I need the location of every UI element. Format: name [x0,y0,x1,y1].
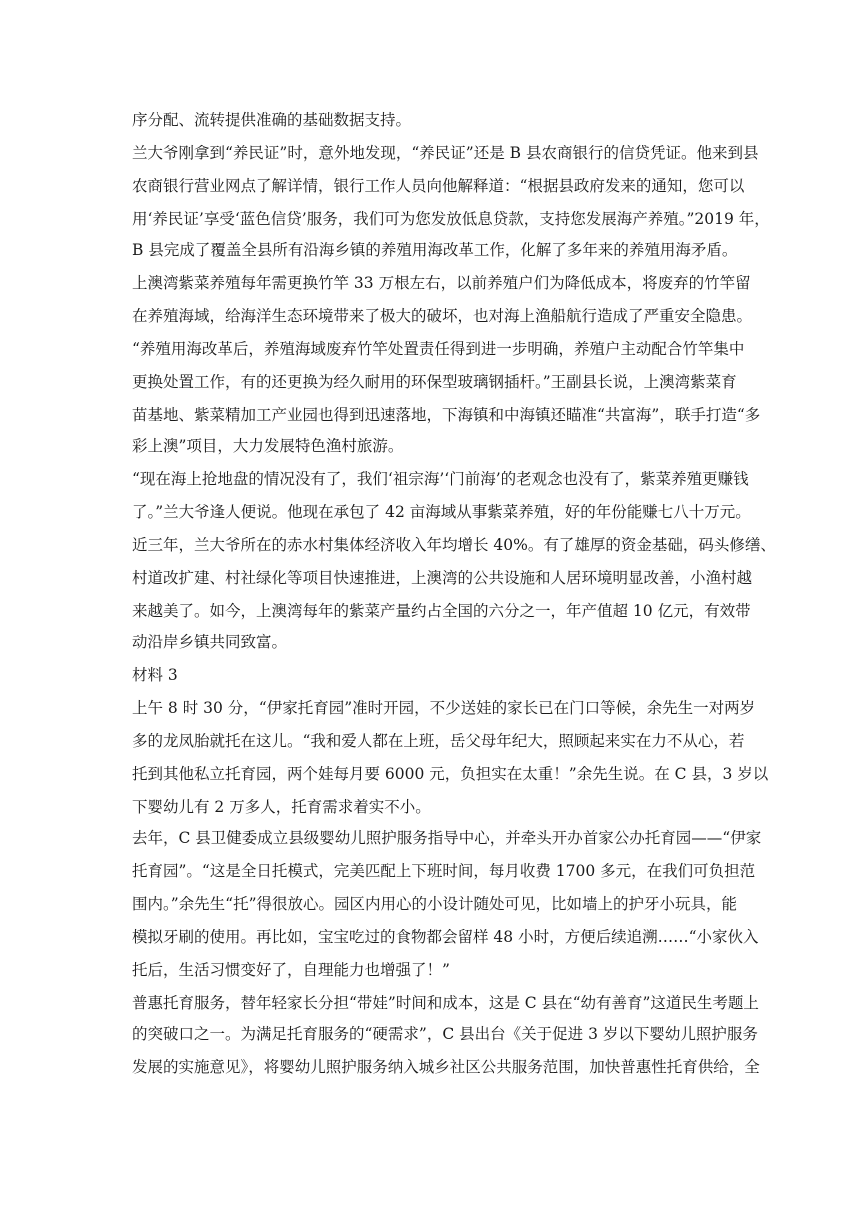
text-line: 动沿岸乡镇共同致富。 [132,633,288,651]
text-line: “养殖用海改革后，养殖海域废弃竹竿处置责任得到进一步明确，养殖户主动配合竹竿集中 [132,340,745,358]
text-line: 模拟牙刷的使用。再比如，宝宝吃过的食物都会留样 48 小时，方便后续追溯……“小家伙入 [132,928,759,946]
text-line: 普惠托育服务，替年轻家长分担“带娃”时间和成本，这是 C 县在“幼有善育”这道民生考题上 [132,994,759,1012]
text-line: 村道改扩建、村社绿化等项目快速推进，上澳湾的公共设施和人居环境明显改善，小渔村越 [132,569,753,587]
text-line: 去年，C 县卫健委成立县级婴幼儿照护服务指导中心，并牵头开办首家公办托育园——“伊家 [132,829,762,847]
text-line: 更换处置工作，有的还更换为经久耐用的环保型玻璃钢插杆。”王副县长说，上澳湾紫菜育 [132,373,737,391]
text-line: 用‘养民证’享受‘蓝色信贷’服务，我们可为您发放低息贷款，支持您发展海产养殖。”2019 年， [132,210,770,228]
text-line: 苗基地、紫菜精加工产业园也得到迅速落地，下海镇和中海镇还瞄准“共富海”，联手打造“多 [132,406,761,424]
text-line: 的突破口之一。为满足托育服务的“硬需求”，C 县出台《关于促进 3 岁以下婴幼儿照护服务 [132,1025,758,1043]
text-line: 兰大爷刚拿到“养民证”时，意外地发现，“养民证”还是 B 县农商银行的信贷凭证。他来到县 [132,144,759,162]
text-line: 上午 8 时 30 分，“伊家托育园”准时开园，不少送娃的家长已在门口等候，余先生一对两岁 [132,699,756,717]
text-line: 上澳湾紫菜养殖每年需更换竹竿 33 万根左右，以前养殖户们为降低成本，将废弃的竹竿留 [132,274,751,292]
text-line: 发展的实施意见》，将婴幼儿照护服务纳入城乡社区公共服务范围，加快普惠性托育供给，全 [132,1058,760,1076]
text-line: 托育园”。“这是全日托模式，完美匹配上下班时间，每月收费 1700 多元，在我们可负担范 [132,862,756,880]
section-heading: 材料 3 [132,666,178,684]
text-line: 托后，生活习惯变好了，自理能力也增强了！” [132,961,450,979]
text-line: 围内。”余先生“托”得很放心。园区内用心的小设计随处可见，比如墙上的护牙小玩具，能 [132,895,738,913]
text-line: 了。”兰大爷逢人便说。他现在承包了 42 亩海域从事紫菜养殖，好的年份能赚七八十万元。 [132,503,751,521]
text-line: 来越美了。如今，上澳湾每年的紫菜产量约占全国的六分之一，年产值超 10 亿元，有效带 [132,602,751,620]
text-line: 序分配、流转提供准确的基础数据支持。 [132,111,412,129]
text-line: 多的龙凤胎就托在这儿。“我和爱人都在上班，岳父母年纪大，照顾起来实在力不从心，若 [132,732,745,750]
text-line: 近三年，兰大爷所在的赤水村集体经济收入年均增长 40%。有了雄厚的资金基础，码头修缮、 [132,536,776,554]
text-line: “现在海上抢地盘的情况没有了，我们‘祖宗海’‘门前海’的老观念也没有了，紫菜养殖更赚钱 [132,470,749,488]
text-line: 下婴幼儿有 2 万多人，托育需求着实不小。 [132,798,431,816]
text-line: 彩上澳”项目，大力发展特色渔村旅游。 [132,437,404,455]
text-line: 农商银行营业网点了解详情，银行工作人员向他解释道：“根据县政府发来的通知，您可以 [132,177,745,195]
text-line: 在养殖海域，给海洋生态环境带来了极大的破坏，也对海上渔船航行造成了严重安全隐患。 [132,307,753,325]
text-line: 托到其他私立托育园，两个娃每月要 6000 元，负担实在太重！”余先生说。在 C 县，3 岁以 [132,765,769,783]
text-line: B 县完成了覆盖全县所有沿海乡镇的养殖用海改革工作，化解了多年来的养殖用海矛盾。 [132,241,738,259]
